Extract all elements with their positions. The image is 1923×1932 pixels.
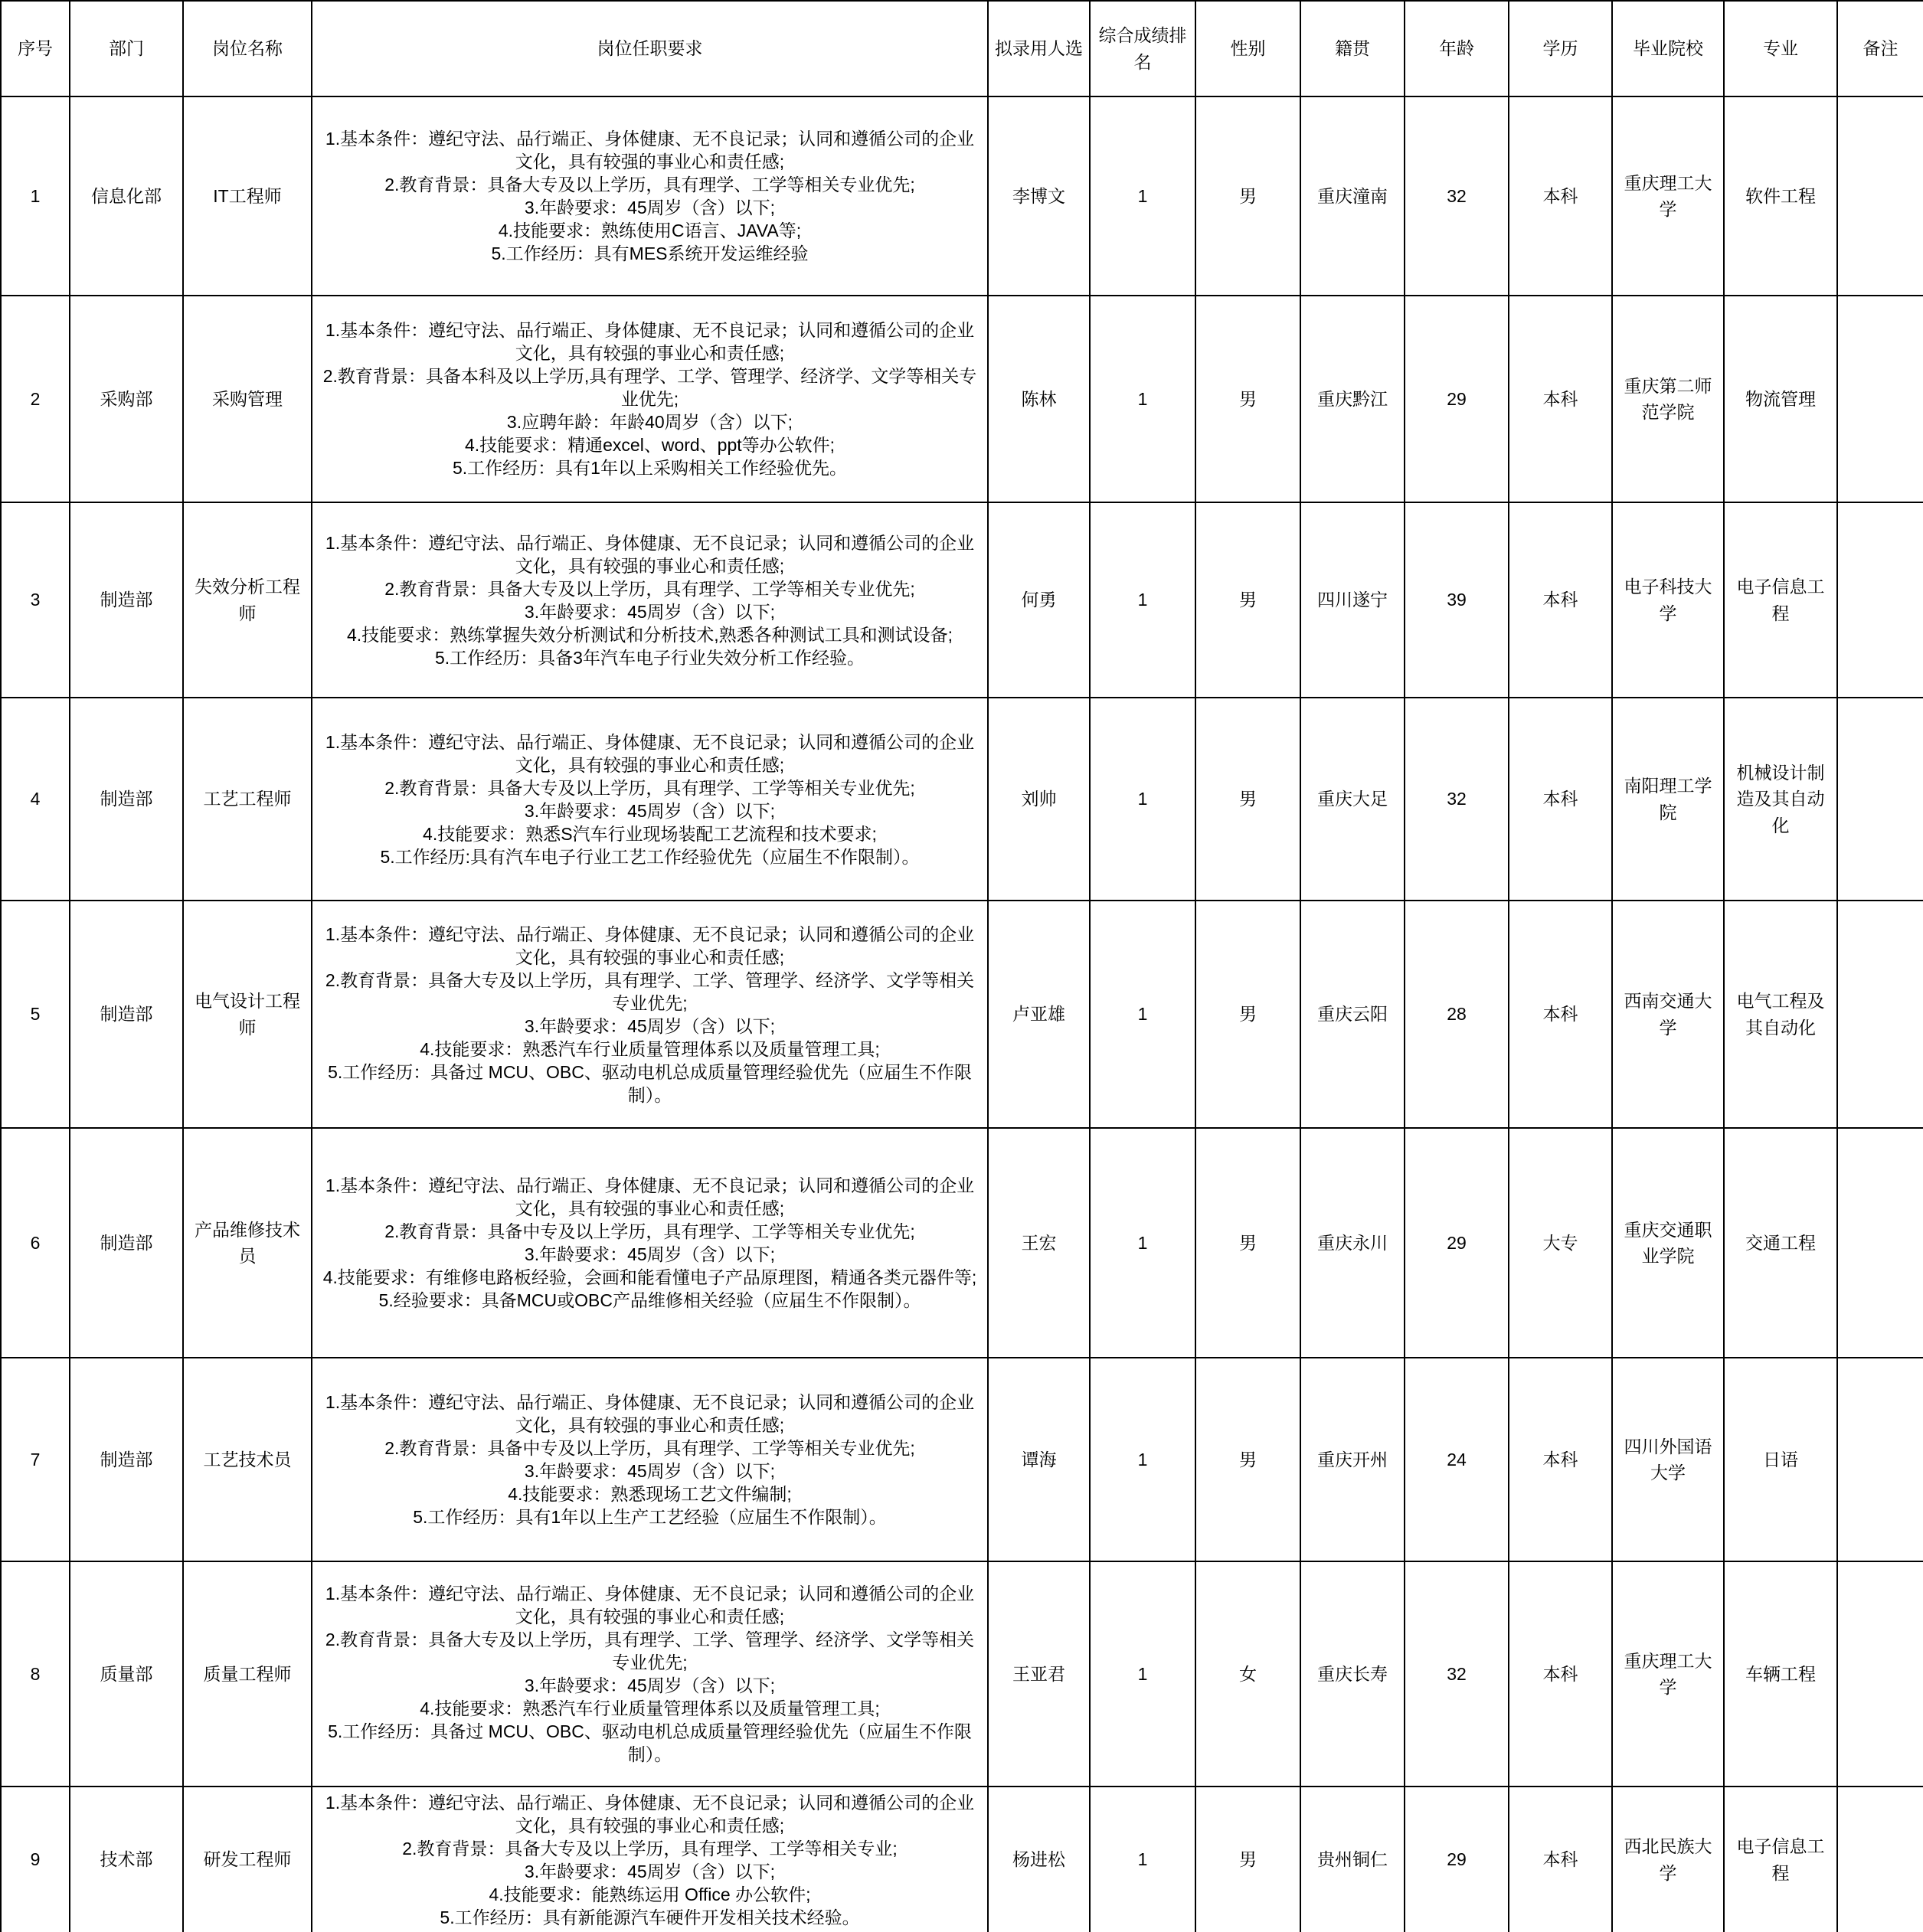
requirement-item: 5.经验要求：具备MCU或OBC产品维修相关经验（应届生不作限制）。	[378, 1290, 921, 1310]
column-header-department: 部门	[70, 1, 183, 96]
cell-school: 重庆第二师范学院	[1612, 296, 1724, 502]
cell-age: 29	[1405, 1787, 1509, 1932]
cell-position: 电气设计工程师	[183, 901, 312, 1128]
requirement-item: 3.年龄要求：45周岁（含）以下;	[524, 198, 776, 217]
cell-school: 四川外国语大学	[1612, 1358, 1724, 1561]
requirement-item: 1.基本条件：遵纪守法、品行端正、身体健康、无不良记录；认同和遵循公司的企业文化，具有较强的事业心和责任感;	[325, 1175, 975, 1218]
cell-hometown: 重庆长寿	[1300, 1561, 1405, 1787]
cell-major: 日语	[1724, 1358, 1837, 1561]
cell-remark	[1837, 296, 1923, 502]
requirement-item: 5.工作经历：具有1年以上生产工艺经验（应届生不作限制）。	[413, 1507, 887, 1527]
requirement-item: 4.技能要求：熟练使用C语言、JAVA等;	[498, 221, 802, 240]
requirement-item: 4.技能要求：熟悉汽车行业质量管理体系以及质量管理工具;	[420, 1698, 880, 1718]
cell-gender: 男	[1195, 698, 1300, 901]
cell-position: 失效分析工程师	[183, 502, 312, 698]
column-header-index: 序号	[1, 1, 70, 96]
cell-requirements	[312, 1787, 988, 1932]
requirement-item: 3.应聘年龄：年龄40周岁（含）以下;	[506, 412, 793, 432]
column-header-remark: 备注	[1837, 1, 1923, 96]
cell-position: 研发工程师	[183, 1787, 312, 1932]
table-header	[1, 1, 1923, 96]
requirement-item: 2.教育背景：具备本科及以上学历,具有理学、工学、管理学、经济学、文学等相关专业优先;	[322, 366, 977, 409]
cell-remark	[1837, 1358, 1923, 1561]
table-row	[1, 1358, 1923, 1561]
requirement-item: 2.教育背景：具备中专及以上学历，具有理学、工学等相关专业优先;	[384, 1438, 915, 1458]
cell-hometown: 四川遂宁	[1300, 502, 1405, 698]
cell-position: 产品维修技术员	[183, 1128, 312, 1358]
requirement-item: 4.技能要求：能熟练运用 Office 办公软件;	[489, 1884, 811, 1904]
requirement-item: 4.技能要求：熟练掌握失效分析测试和分析技术,熟悉各种测试工具和测试设备;	[347, 624, 953, 645]
cell-remark	[1837, 1561, 1923, 1787]
cell-index: 9	[1, 1787, 70, 1932]
cell-hometown: 重庆潼南	[1300, 96, 1405, 296]
cell-department: 技术部	[70, 1787, 183, 1932]
cell-major: 电子信息工程	[1724, 1787, 1837, 1932]
cell-position: 工艺技术员	[183, 1358, 312, 1561]
cell-age: 32	[1405, 698, 1509, 901]
requirement-item: 3.年龄要求：45周岁（含）以下;	[524, 1861, 776, 1881]
cell-rank: 1	[1090, 1358, 1195, 1561]
requirement-item: 3.年龄要求：45周岁（含）以下;	[524, 1461, 776, 1481]
cell-hometown: 重庆云阳	[1300, 901, 1405, 1128]
cell-school: 西北民族大学	[1612, 1787, 1724, 1932]
cell-major: 物流管理	[1724, 296, 1837, 502]
cell-major: 电气工程及其自动化	[1724, 901, 1837, 1128]
table-body	[1, 96, 1923, 1932]
cell-department: 制造部	[70, 502, 183, 698]
requirement-item: 2.教育背景：具备中专及以上学历，具有理学、工学等相关专业优先;	[384, 1221, 915, 1241]
cell-education: 本科	[1509, 698, 1612, 901]
cell-requirements	[312, 502, 988, 698]
cell-age: 29	[1405, 1128, 1509, 1358]
requirement-item: 1.基本条件：遵纪守法、品行端正、身体健康、无不良记录；认同和遵循公司的企业文化，具有较强的事业心和责任感;	[325, 320, 975, 363]
cell-remark	[1837, 698, 1923, 901]
cell-gender: 男	[1195, 96, 1300, 296]
cell-position: 工艺工程师	[183, 698, 312, 901]
column-header-candidate: 拟录用人选	[988, 1, 1090, 96]
cell-position: 采购管理	[183, 296, 312, 502]
cell-major: 软件工程	[1724, 96, 1837, 296]
table-row	[1, 96, 1923, 296]
cell-index: 3	[1, 502, 70, 698]
requirement-item: 1.基本条件：遵纪守法、品行端正、身体健康、无不良记录；认同和遵循公司的企业文化，具有较强的事业心和责任感;	[325, 532, 975, 576]
cell-gender: 女	[1195, 1561, 1300, 1787]
cell-index: 6	[1, 1128, 70, 1358]
cell-department: 信息化部	[70, 96, 183, 296]
cell-age: 39	[1405, 502, 1509, 698]
requirement-item: 1.基本条件：遵纪守法、品行端正、身体健康、无不良记录；认同和遵循公司的企业文化，具有较强的事业心和责任感;	[325, 924, 975, 967]
cell-requirements	[312, 901, 988, 1128]
cell-remark	[1837, 1128, 1923, 1358]
cell-candidate: 谭海	[988, 1358, 1090, 1561]
requirement-item: 1.基本条件：遵纪守法、品行端正、身体健康、无不良记录；认同和遵循公司的企业文化，具有较强的事业心和责任感;	[325, 129, 975, 172]
requirement-item: 4.技能要求：有维修电路板经验，会画和能看懂电子产品原理图，精通各类元器件等;	[322, 1267, 977, 1287]
cell-education: 本科	[1509, 1358, 1612, 1561]
requirement-item: 2.教育背景：具备大专及以上学历，具有理学、工学等相关专业优先;	[384, 777, 915, 798]
cell-index: 8	[1, 1561, 70, 1787]
column-header-requirements: 岗位任职要求	[312, 1, 988, 96]
cell-candidate: 杨进松	[988, 1787, 1090, 1932]
cell-index: 7	[1, 1358, 70, 1561]
cell-school: 南阳理工学院	[1612, 698, 1724, 901]
cell-requirements	[312, 296, 988, 502]
column-header-education: 学历	[1509, 1, 1612, 96]
column-header-hometown: 籍贯	[1300, 1, 1405, 96]
cell-education: 本科	[1509, 1561, 1612, 1787]
requirement-item: 5.工作经历:具有汽车电子行业工艺工作经验优先（应届生不作限制）。	[380, 846, 920, 867]
cell-rank: 1	[1090, 502, 1195, 698]
cell-candidate: 王亚君	[988, 1561, 1090, 1787]
cell-index: 5	[1, 901, 70, 1128]
cell-requirements	[312, 1358, 988, 1561]
cell-gender: 男	[1195, 1787, 1300, 1932]
table-row	[1, 1787, 1923, 1932]
requirement-item: 2.教育背景：具备大专及以上学历，具有理学、工学、管理学、经济学、文学等相关专业优先;	[325, 1630, 975, 1672]
requirement-item: 5.工作经历：具有新能源汽车硬件开发相关技术经验。	[440, 1907, 860, 1927]
cell-major: 车辆工程	[1724, 1561, 1837, 1787]
requirement-item: 4.技能要求：熟悉现场工艺文件编制;	[508, 1484, 792, 1504]
cell-position: IT工程师	[183, 96, 312, 296]
cell-age: 24	[1405, 1358, 1509, 1561]
requirement-item: 5.工作经历：具备3年汽车电子行业失效分析工作经验。	[435, 647, 865, 668]
cell-rank: 1	[1090, 1787, 1195, 1932]
cell-candidate: 何勇	[988, 502, 1090, 698]
table-row	[1, 1561, 1923, 1787]
requirement-item: 4.技能要求：精通excel、word、ppt等办公软件;	[464, 435, 836, 455]
requirement-item: 1.基本条件：遵纪守法、品行端正、身体健康、无不良记录；认同和遵循公司的企业文化，具有较强的事业心和责任感;	[325, 1792, 975, 1836]
cell-department: 制造部	[70, 901, 183, 1128]
requirement-item: 5.工作经历：具有1年以上采购相关工作经验优先。	[453, 458, 847, 478]
cell-hometown: 重庆开州	[1300, 1358, 1405, 1561]
requirement-item: 3.年龄要求：45周岁（含）以下;	[524, 1244, 776, 1264]
table-row	[1, 698, 1923, 901]
cell-hometown: 重庆永川	[1300, 1128, 1405, 1358]
table-row	[1, 1128, 1923, 1358]
column-header-age: 年龄	[1405, 1, 1509, 96]
cell-department: 质量部	[70, 1561, 183, 1787]
requirement-item: 1.基本条件：遵纪守法、品行端正、身体健康、无不良记录；认同和遵循公司的企业文化，具有较强的事业心和责任感;	[325, 1392, 975, 1435]
cell-school: 电子科技大学	[1612, 502, 1724, 698]
requirement-item: 2.教育背景：具备大专及以上学历，具有理学、工学等相关专业优先;	[384, 578, 915, 599]
cell-remark	[1837, 1787, 1923, 1932]
cell-rank: 1	[1090, 96, 1195, 296]
cell-requirements	[312, 96, 988, 296]
cell-gender: 男	[1195, 901, 1300, 1128]
cell-index: 1	[1, 96, 70, 296]
cell-education: 本科	[1509, 502, 1612, 698]
requirement-item: 4.技能要求：熟悉S汽车行业现场装配工艺流程和技术要求;	[423, 823, 877, 844]
cell-school: 重庆理工大学	[1612, 96, 1724, 296]
requirement-item: 1.基本条件：遵纪守法、品行端正、身体健康、无不良记录；认同和遵循公司的企业文化，具有较强的事业心和责任感;	[325, 731, 975, 775]
cell-education: 本科	[1509, 901, 1612, 1128]
cell-department: 制造部	[70, 698, 183, 901]
cell-index: 4	[1, 698, 70, 901]
cell-age: 28	[1405, 901, 1509, 1128]
column-header-school: 毕业院校	[1612, 1, 1724, 96]
column-header-position: 岗位名称	[183, 1, 312, 96]
requirement-item: 2.教育背景：具备大专及以上学历，具有理学、工学等相关专业;	[402, 1838, 898, 1858]
requirement-item: 3.年龄要求：45周岁（含）以下;	[524, 800, 776, 821]
requirement-item: 5.工作经历：具备过 MCU、OBC、驱动电机总成质量管理经验优先（应届生不作限制）。	[328, 1721, 972, 1764]
cell-candidate: 陈林	[988, 296, 1090, 502]
column-header-gender: 性别	[1195, 1, 1300, 96]
requirement-item: 3.年龄要求：45周岁（含）以下;	[524, 601, 776, 622]
cell-gender: 男	[1195, 296, 1300, 502]
cell-candidate: 刘帅	[988, 698, 1090, 901]
cell-gender: 男	[1195, 1358, 1300, 1561]
cell-requirements	[312, 698, 988, 901]
cell-remark	[1837, 901, 1923, 1128]
cell-education: 本科	[1509, 296, 1612, 502]
cell-remark	[1837, 96, 1923, 296]
cell-position: 质量工程师	[183, 1561, 312, 1787]
requirement-item: 2.教育背景：具备大专及以上学历，具有理学、工学、管理学、经济学、文学等相关专业优先;	[325, 969, 975, 1013]
cell-department: 制造部	[70, 1358, 183, 1561]
cell-department: 制造部	[70, 1128, 183, 1358]
requirement-item: 1.基本条件：遵纪守法、品行端正、身体健康、无不良记录；认同和遵循公司的企业文化，具有较强的事业心和责任感;	[325, 1584, 975, 1626]
requirement-item: 3.年龄要求：45周岁（含）以下;	[524, 1015, 776, 1036]
cell-requirements	[312, 1128, 988, 1358]
cell-requirements	[312, 1561, 988, 1787]
cell-rank: 1	[1090, 296, 1195, 502]
cell-gender: 男	[1195, 502, 1300, 698]
requirement-item: 4.技能要求：熟悉汽车行业质量管理体系以及质量管理工具;	[420, 1038, 880, 1059]
requirement-item: 2.教育背景：具备大专及以上学历，具有理学、工学等相关专业优先;	[384, 175, 915, 195]
cell-remark	[1837, 502, 1923, 698]
cell-age: 29	[1405, 296, 1509, 502]
cell-gender: 男	[1195, 1128, 1300, 1358]
cell-school: 重庆理工大学	[1612, 1561, 1724, 1787]
cell-rank: 1	[1090, 698, 1195, 901]
cell-candidate: 卢亚雄	[988, 901, 1090, 1128]
cell-age: 32	[1405, 96, 1509, 296]
cell-age: 32	[1405, 1561, 1509, 1787]
cell-hometown: 重庆大足	[1300, 698, 1405, 901]
cell-major: 交通工程	[1724, 1128, 1837, 1358]
table-row	[1, 502, 1923, 698]
requirement-item: 5.工作经历：具有MES系统开发运维经验	[491, 244, 809, 263]
cell-education: 大专	[1509, 1128, 1612, 1358]
cell-rank: 1	[1090, 901, 1195, 1128]
table-row	[1, 296, 1923, 502]
column-header-major: 专业	[1724, 1, 1837, 96]
cell-rank: 1	[1090, 1561, 1195, 1787]
cell-hometown: 重庆黔江	[1300, 296, 1405, 502]
cell-education: 本科	[1509, 96, 1612, 296]
cell-candidate: 李博文	[988, 96, 1090, 296]
cell-department: 采购部	[70, 296, 183, 502]
cell-school: 西南交通大学	[1612, 901, 1724, 1128]
cell-candidate: 王宏	[988, 1128, 1090, 1358]
header-row	[1, 1, 1923, 96]
requirement-item: 5.工作经历：具备过 MCU、OBC、驱动电机总成质量管理经验优先（应届生不作限制）。	[328, 1061, 972, 1105]
requirement-item: 3.年龄要求：45周岁（含）以下;	[524, 1675, 776, 1695]
cell-major: 电子信息工程	[1724, 502, 1837, 698]
cell-rank: 1	[1090, 1128, 1195, 1358]
cell-index: 2	[1, 296, 70, 502]
cell-education: 本科	[1509, 1787, 1612, 1932]
cell-school: 重庆交通职业学院	[1612, 1128, 1724, 1358]
cell-hometown: 贵州铜仁	[1300, 1787, 1405, 1932]
column-header-rank: 综合成绩排名	[1090, 1, 1195, 96]
cell-major: 机械设计制造及其自动化	[1724, 698, 1837, 901]
table-row	[1, 901, 1923, 1128]
